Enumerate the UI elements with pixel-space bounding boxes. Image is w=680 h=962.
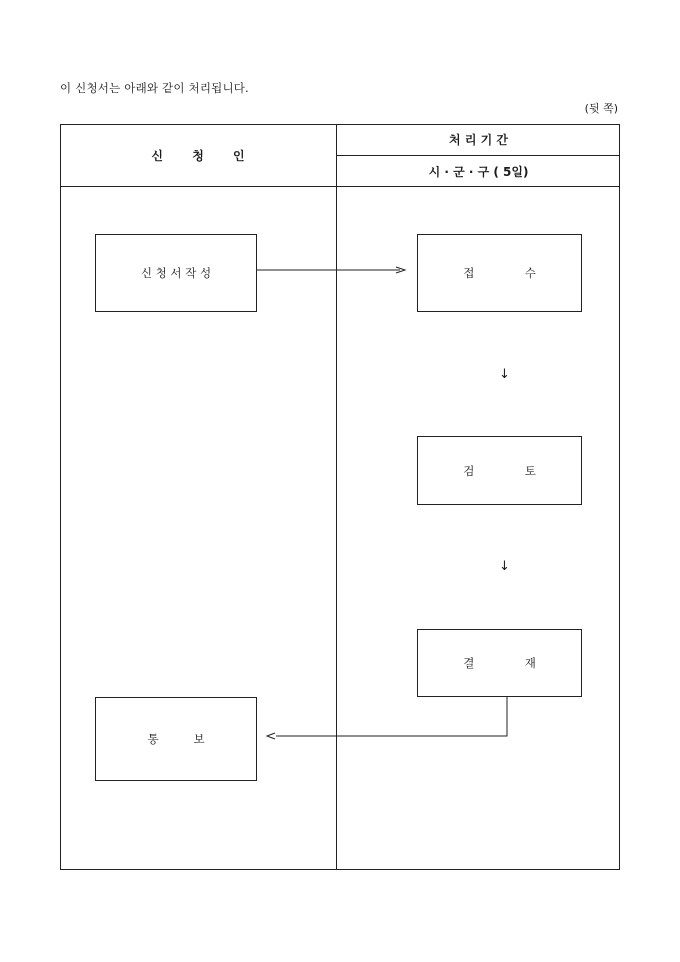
- notify-label-2: 보: [193, 732, 205, 746]
- receive-label-1: 접: [463, 266, 475, 280]
- write-application-label: 신 청 서 작 성: [140, 266, 212, 280]
- review-box: [417, 436, 582, 505]
- down-arrow-icon: ↓: [499, 367, 510, 382]
- page-side-note: (뒷 쪽): [584, 102, 618, 115]
- column-divider: [336, 124, 337, 870]
- approve-box: [417, 629, 582, 697]
- receive-box: [417, 234, 582, 312]
- approve-label-2: 재: [524, 656, 536, 670]
- applicant-header: 신 청 인: [151, 148, 245, 163]
- receive-label-2: 수: [524, 266, 536, 280]
- period-subtitle: 시 · 군 · 구 ( 5일): [428, 164, 529, 179]
- period-title: 처 리 기 간: [449, 133, 508, 147]
- notify-box: [95, 697, 257, 781]
- header-bottom-rule: [60, 186, 620, 187]
- down-arrow-icon: ↓: [499, 559, 510, 574]
- intro-text: 이 신청서는 아래와 같이 처리됩니다.: [60, 81, 249, 95]
- review-label-2: 토: [524, 463, 536, 478]
- approve-label-1: 결: [463, 656, 475, 670]
- notify-label-1: 통: [147, 732, 159, 746]
- review-label-1: 검: [463, 463, 475, 478]
- write-application-box: [95, 234, 257, 312]
